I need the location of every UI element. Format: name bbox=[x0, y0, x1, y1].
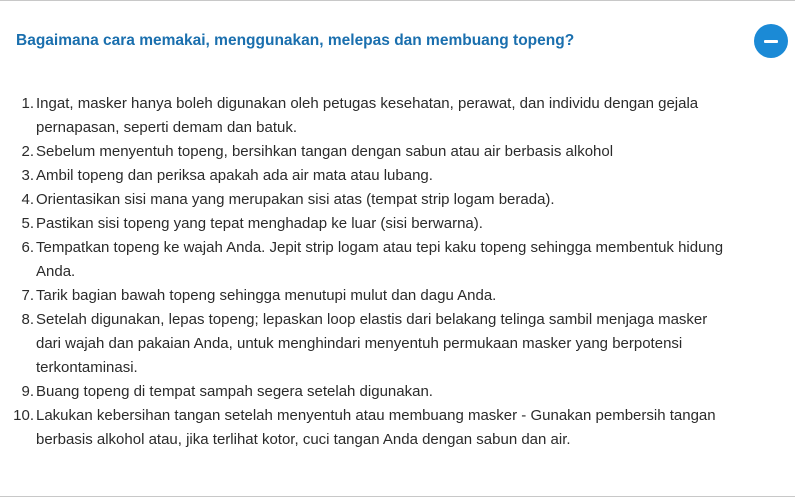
list-item-text: Ingat, masker hanya boleh digunakan oleh petugas kesehatan, perawat, dan individu dengan gejala pernapasan, seperti demam dan batuk. bbox=[36, 95, 699, 136]
list-item-number: 7. bbox=[21, 287, 34, 304]
collapse-toggle-button[interactable] bbox=[754, 24, 788, 58]
list-item-number: 6. bbox=[21, 239, 34, 256]
list-item-text: Sebelum menyentuh topeng, bersihkan tangan dengan sabun atau air berbasis alkohol bbox=[36, 143, 614, 160]
faq-question[interactable]: Bagaimana cara memakai, menggunakan, melepas dan membuang topeng? bbox=[16, 32, 575, 49]
list-item-text: Pastikan sisi topeng yang tepat menghadap ke luar (sisi berwarna). bbox=[36, 215, 483, 232]
list-item-number: 9. bbox=[21, 383, 34, 400]
list-item bbox=[21, 188, 726, 212]
list-item-number: 5. bbox=[21, 215, 34, 232]
list-item-text: Buang topeng di tempat sampah segera setelah digunakan. bbox=[36, 383, 433, 400]
bottom-divider bbox=[0, 496, 795, 497]
list-item-number: 10. bbox=[13, 407, 34, 424]
list-item-number: 1. bbox=[21, 95, 34, 112]
list-item bbox=[21, 212, 726, 236]
list-item-text: Setelah digunakan, lepas topeng; lepaskan loop elastis dari belakang telinga sambil menjaga masker dari wajah dan pakaian Anda, untuk menghindari menyentuh permukaan masker yang berpotensi terkontaminasi. bbox=[36, 311, 708, 376]
list-item bbox=[21, 308, 726, 380]
faq-answer-list bbox=[0, 92, 726, 452]
list-item-text: Ambil topeng dan periksa apakah ada air mata atau lubang. bbox=[36, 167, 433, 184]
list-item bbox=[21, 164, 726, 188]
list-item bbox=[13, 404, 726, 452]
list-item-number: 2. bbox=[21, 143, 34, 160]
list-item bbox=[21, 284, 726, 308]
list-item-text: Tempatkan topeng ke wajah Anda. Jepit strip logam atau tepi kaku topeng sehingga membentuk hidung Anda. bbox=[36, 239, 724, 280]
list-item bbox=[21, 140, 726, 164]
list-item-number: 8. bbox=[21, 311, 34, 328]
list-item-text: Lakukan kebersihan tangan setelah menyentuh atau membuang masker - Gunakan pembersih tangan berbasis alkohol atau, jika terlihat kotor, cuci tangan Anda dengan sabun dan air. bbox=[36, 407, 716, 448]
list-item-number: 3. bbox=[21, 167, 34, 184]
list-item-number: 4. bbox=[21, 191, 34, 208]
list-item bbox=[21, 92, 726, 140]
list-item-text: Orientasikan sisi mana yang merupakan sisi atas (tempat strip logam berada). bbox=[36, 191, 555, 208]
list-item-text: Tarik bagian bawah topeng sehingga menutupi mulut dan dagu Anda. bbox=[36, 287, 497, 304]
list-item bbox=[21, 380, 726, 404]
faq-header[interactable] bbox=[0, 1, 795, 79]
list-item bbox=[21, 236, 726, 284]
minus-icon bbox=[764, 40, 778, 43]
